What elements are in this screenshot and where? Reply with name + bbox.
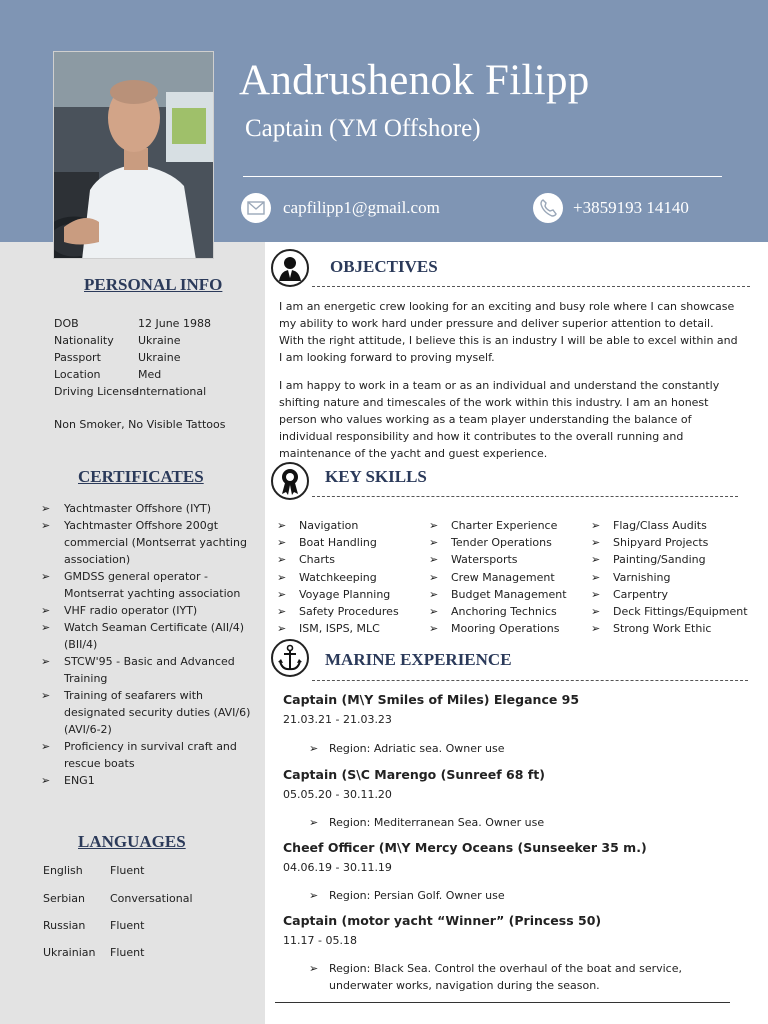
list-item: ➢ Training of seafarers with designated security duties (AVI/6) (AVI/6-2)	[41, 687, 251, 738]
key-skills-heading: KEY SKILLS	[325, 467, 427, 486]
objectives-heading: OBJECTIVES	[330, 257, 438, 276]
objectives-paragraph: I am an energetic crew looking for an exciting and busy role where I can showcase my ability to work hard under pressure and deliver superior attention to detail. With the right attitude, I believe this is an industry I will be able to excel within and I am looking forward to proving myself.	[279, 300, 738, 364]
list-item: ➢ Safety Procedures	[277, 603, 399, 620]
list-item: ➢ ISM, ISPS, MLC	[277, 620, 399, 637]
list-item: ➢ Carpentry	[591, 586, 748, 603]
list-item: ➢ Boat Handling	[277, 534, 399, 551]
certificates-heading: CERTIFICATES	[78, 467, 204, 486]
personal-info-value: Ukraine	[138, 334, 181, 347]
list-item: ➢ STCW'95 - Basic and Advanced Training	[41, 653, 251, 687]
language-name: Russian	[43, 919, 86, 932]
list-item: ➢ Budget Management	[429, 586, 567, 603]
list-item: ➢ Navigation	[277, 517, 399, 534]
list-item: ➢ Watersports	[429, 551, 567, 568]
personal-info-label: DOB	[54, 317, 79, 330]
person-icon	[271, 249, 309, 287]
list-item: ➢ GMDSS general operator - Montserrat yachting association	[41, 568, 251, 602]
envelope-icon	[241, 193, 271, 223]
list-item: ➢ Flag/Class Audits	[591, 517, 748, 534]
list-item: ➢ Varnishing	[591, 569, 748, 586]
phone-link[interactable]: +3859193 14140	[573, 198, 689, 217]
languages-heading: LANGUAGES	[78, 832, 186, 851]
language-level: Conversational	[110, 892, 193, 905]
list-item: ➢ Crew Management	[429, 569, 567, 586]
award-rosette-icon	[271, 462, 309, 500]
list-item: ➢ Yachtmaster Offshore (IYT)	[41, 500, 251, 517]
anchor-icon	[271, 639, 309, 677]
job-dates: 04.06.19 - 30.11.19	[283, 861, 392, 874]
job-note: ➢ Region: Black Sea. Control the overhaul of the boat and service, underwater works, navigation during the season.	[309, 960, 699, 994]
candidate-role: Captain (YM Offshore)	[245, 115, 481, 142]
job-note: ➢ Region: Adriatic sea. Owner use	[309, 740, 699, 757]
list-item: ➢ Watchkeeping	[277, 569, 399, 586]
personal-info-note: Non Smoker, No Visible Tattoos	[54, 418, 226, 431]
section-divider	[312, 286, 750, 287]
list-item: ➢ Strong Work Ethic	[591, 620, 748, 637]
list-item: ➢ Proficiency in survival craft and rescue boats	[41, 738, 251, 772]
list-item: ➢ ENG1	[41, 772, 251, 789]
language-name: Serbian	[43, 892, 86, 905]
profile-photo	[53, 51, 214, 259]
skills-column	[277, 517, 399, 637]
objectives-paragraph: I am happy to work in a team or as an individual and understand the constantly shifting nature and timescales of the work within this industry. I am an honest person who values working as a team player understanding the balance of individual responsibility and how it contributes to the overall running and maintenance of the yacht and guest experience.	[279, 379, 720, 460]
list-item: ➢ Painting/Sanding	[591, 551, 748, 568]
list-item: ➢ Yachtmaster Offshore 200gt commercial (Montserrat yachting association)	[41, 517, 251, 568]
job-dates: 11.17 - 05.18	[283, 934, 357, 947]
personal-info-label: Driving License	[54, 385, 139, 398]
list-item: ➢ Shipyard Projects	[591, 534, 748, 551]
job-title: Cheef Officer (M\Y Mercy Oceans (Sunseeker 35 m.)	[283, 840, 647, 855]
personal-info-label: Nationality	[54, 334, 114, 347]
personal-info-value: Med	[138, 368, 162, 381]
job-note: ➢ Region: Mediterranean Sea. Owner use	[309, 814, 699, 831]
personal-info-heading: PERSONAL INFO	[84, 275, 223, 294]
list-item: ➢ Tender Operations	[429, 534, 567, 551]
job-title: Captain (motor yacht “Winner” (Princess 50)	[283, 913, 602, 928]
marine-experience-heading: MARINE EXPERIENCE	[325, 650, 512, 669]
job-dates: 21.03.21 - 21.03.23	[283, 713, 392, 726]
list-item: ➢ Mooring Operations	[429, 620, 567, 637]
header-divider	[243, 176, 722, 177]
skills-column	[591, 517, 748, 637]
job-dates: 05.05.20 - 30.11.20	[283, 788, 392, 801]
list-item: ➢ Watch Seaman Certificate (AII/4) (BII/4)	[41, 619, 251, 653]
section-divider	[312, 496, 738, 497]
language-level: Fluent	[110, 864, 145, 877]
list-item: ➢ Charts	[277, 551, 399, 568]
list-item: ➢ Anchoring Technics	[429, 603, 567, 620]
personal-info-value: 12 June 1988	[138, 317, 211, 330]
language-name: English	[43, 864, 83, 877]
list-item: ➢ Deck Fittings/Equipment	[591, 603, 748, 620]
personal-info-label: Passport	[54, 351, 101, 364]
certificates-list	[41, 500, 251, 789]
personal-info-value: International	[136, 385, 207, 398]
list-item: ➢ Voyage Planning	[277, 586, 399, 603]
bottom-divider	[275, 1002, 730, 1003]
personal-info-value: Ukraine	[138, 351, 181, 364]
phone-icon	[533, 193, 563, 223]
skills-column	[429, 517, 567, 637]
job-note: ➢ Region: Persian Golf. Owner use	[309, 887, 699, 904]
language-name: Ukrainian	[43, 946, 96, 959]
job-title: Captain (S\C Marengo (Sunreef 68 ft)	[283, 767, 545, 782]
list-item: ➢ VHF radio operator (IYT)	[41, 602, 251, 619]
email-link[interactable]: capfilipp1@gmail.com	[283, 198, 440, 217]
job-title: Captain (M\Y Smiles of Miles) Elegance 95	[283, 692, 580, 707]
list-item: ➢ Charter Experience	[429, 517, 567, 534]
language-level: Fluent	[110, 946, 145, 959]
personal-info-label: Location	[54, 368, 101, 381]
section-divider	[312, 680, 748, 681]
candidate-name: Andrushenok Filipp	[239, 57, 590, 104]
language-level: Fluent	[110, 919, 145, 932]
